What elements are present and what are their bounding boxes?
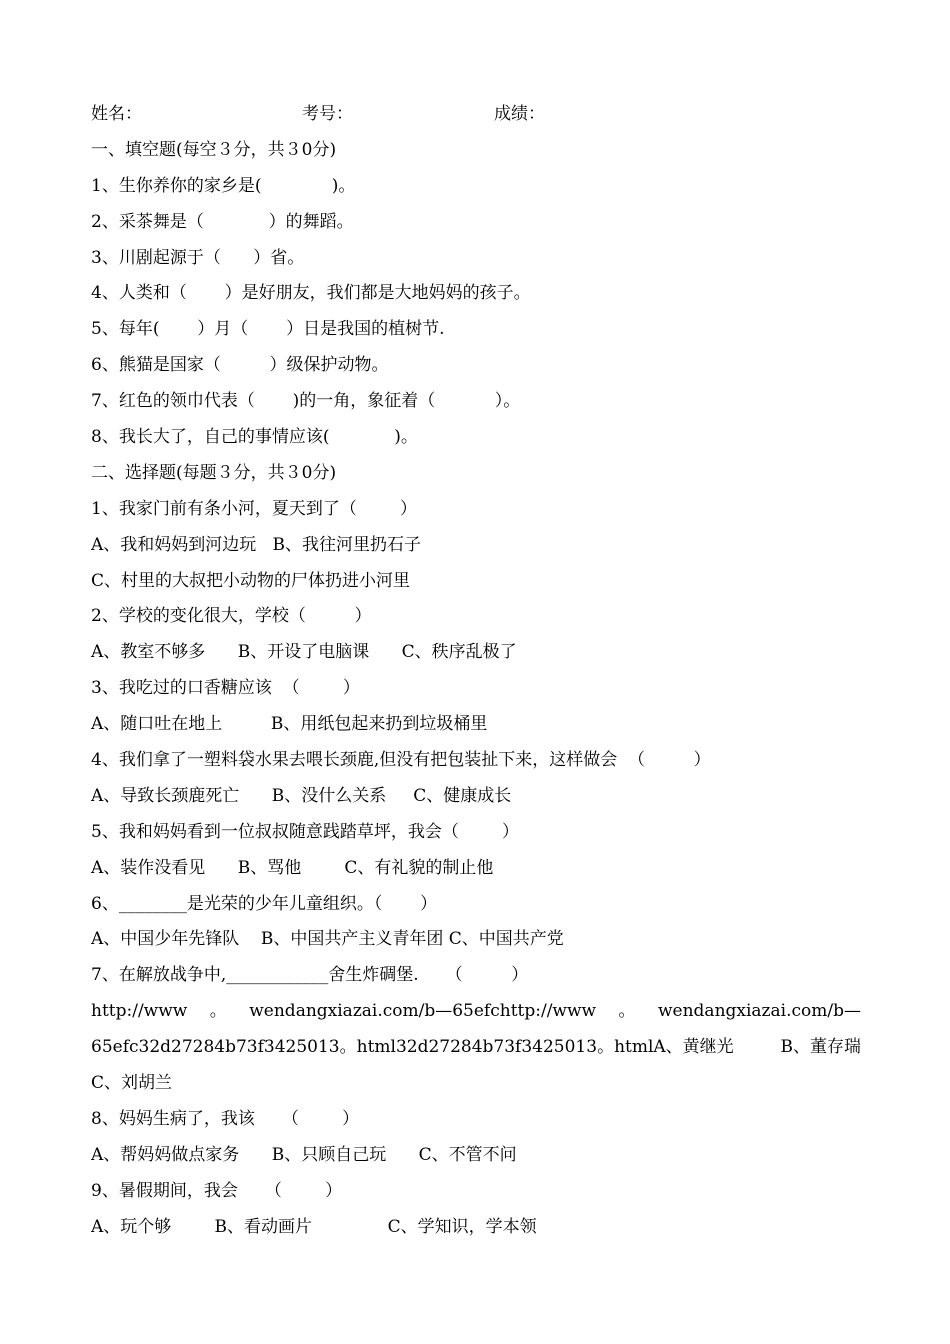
choice-question: 9、暑假期间，我会 （ ） <box>91 1180 343 1201</box>
fill-blank-question: 7、红色的领巾代表（ )的一角，象征着（ ）。 <box>91 391 521 412</box>
section-title-fill-blank: 一、填空题(每空３分，共３0分) <box>91 139 337 160</box>
choice-options: A、帮妈妈做点家务 B、只顾自己玩 C、不管不问 <box>91 1144 517 1165</box>
url-text-line <box>91 994 861 1030</box>
exam-number-label: 考号： <box>302 104 353 124</box>
choice-options: C、村里的大叔把小动物的尸体扔进小河里 <box>91 570 411 591</box>
fill-blank-question: 6、熊猫是国家（ ）级保护动物。 <box>91 355 389 376</box>
choice-options: A、导致长颈鹿死亡 B、没什么关系 C、健康成长 <box>91 785 512 806</box>
choice-options: A、随口吐在地上 B、用纸包起来扔到垃圾桶里 <box>91 714 488 735</box>
section-title-multiple-choice: 二、选择题(每题３分，共３0分) <box>91 462 337 483</box>
name-label: 姓名： <box>91 104 142 124</box>
fill-blank-question: 3、川剧起源于（ ）省。 <box>91 247 305 268</box>
url-fragment: wendangxiazai.com/b— <box>657 1001 861 1022</box>
fill-blank-question: 4、人类和（ ）是好朋友，我们都是大地妈妈的孩子。 <box>91 283 531 304</box>
url-fragment: 。 <box>618 1001 636 1022</box>
choice-question: 5、我和妈妈看到一位叔叔随意践踏草坪，我会（ ） <box>91 821 520 842</box>
choice-options: A、中国少年先锋队 B、中国共产主义青年团 C、中国共产党 <box>91 929 564 950</box>
choice-question: 2、学校的变化很大，学校（ ） <box>91 606 372 627</box>
fill-blank-question: 2、采茶舞是（ ）的舞蹈。 <box>91 211 354 232</box>
choice-options: A、我和妈妈到河边玩 B、我往河里扔石子 <box>91 534 421 555</box>
url-fragment-with-option: 65efc32d27284b73f3425013。html32d27284b73f3425013。htmlA、黄继光 <box>91 1037 734 1058</box>
choice-option: B、董存瑞 <box>780 1037 861 1058</box>
choice-question: 3、我吃过的口香糖应该 （ ） <box>91 678 360 699</box>
fill-blank-question: 5、每年( ）月（ ）日是我国的植树节. <box>91 319 445 340</box>
choice-question: 1、我家门前有条小河，夏天到了（ ） <box>91 498 418 519</box>
url-fragment: wendangxiazai.com/b—65efchttp://www <box>249 1001 597 1022</box>
choice-question: 7、在解放战争中,____________舍生炸碉堡. （ ） <box>91 965 529 986</box>
choice-options: A、装作没看见 B、骂他 C、有礼貌的制止他 <box>91 857 494 878</box>
fill-blank-question: 1、生你养你的家乡是( )。 <box>91 175 356 196</box>
choice-options: A、教室不够多 B、开设了电脑课 C、秩序乱极了 <box>91 642 517 663</box>
score-label: 成绩： <box>494 104 545 124</box>
choice-question: 8、妈妈生病了，我该 （ ） <box>91 1108 360 1129</box>
url-fragment: http://www <box>91 1001 188 1022</box>
choice-options: C、刘胡兰 <box>91 1073 173 1094</box>
choice-options: A、玩个够 B、看动画片 C、学知识，学本领 <box>91 1216 537 1237</box>
fill-blank-question: 8、我长大了，自己的事情应该( )。 <box>91 427 418 448</box>
url-text-line-options <box>91 1030 861 1066</box>
choice-question: 4、我们拿了一塑料袋水果去喂长颈鹿,但没有把包装扯下来，这样做会 （ ） <box>91 750 711 771</box>
choice-question: 6、________是光荣的少年儿童组织。（ ） <box>91 893 438 914</box>
exam-content <box>91 97 861 1246</box>
url-fragment: 。 <box>209 1001 227 1022</box>
exam-header <box>91 97 861 133</box>
